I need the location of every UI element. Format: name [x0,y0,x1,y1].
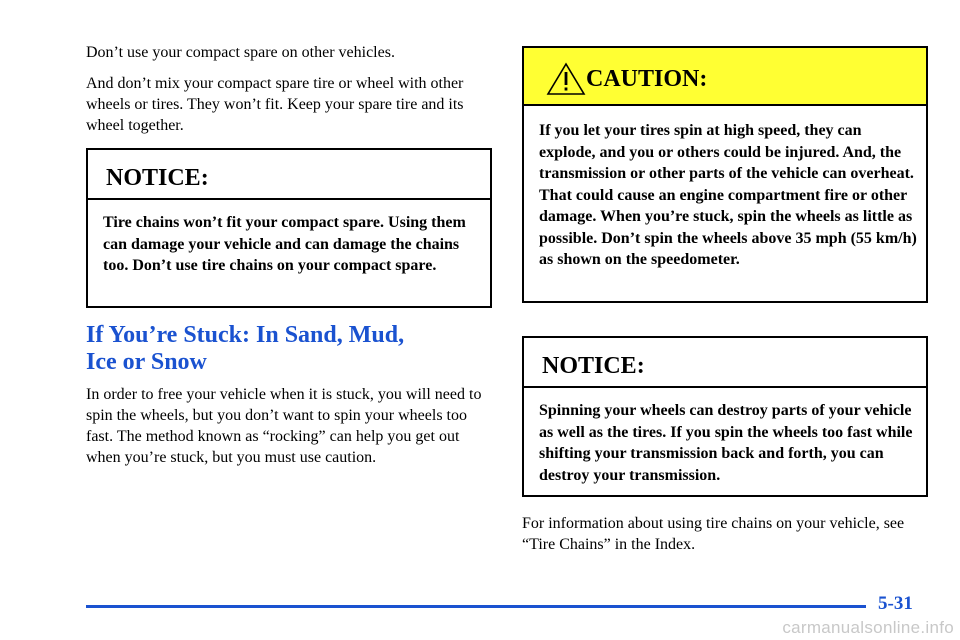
section-heading-line-1: If You’re Stuck: In Sand, Mud, [86,322,405,348]
section-heading-line-2: Ice or Snow [86,349,207,375]
notice-box-tire-chains [86,148,492,308]
section-heading [86,322,496,376]
notice-body: Tire chains won’t fit your compact spare. Using them can damage your vehicle and can damage the chains too. Don’t use tire chains on your compact spare. [103,214,466,274]
notice-box-spinning-wheels [522,336,928,497]
rocking-paragraph: In order to free your vehicle when it is stuck, you will need to spin the wheels, but you don’t want to spin your wheels too fast. The method known as “rocking” can help you get out when you’re stuck, but you must use caution. [86,386,482,466]
caution-body: If you let your tires spin at high speed, they can explode, and you or others could be injured. And, the transmission or other parts of the vehicle can overheat. That could cause an engine compartment fire or other damage. When you’re stuck, spin the wheels as little as possible. Don’t spin the wheels above 35 mph (55 km/h) as shown on the speedometer. [539,122,917,268]
caution-box [522,46,928,303]
notice-title: NOTICE: [542,353,645,379]
page-number: 5-31 [878,593,913,614]
intro-paragraph: Don’t use your compact spare on other vehicles. [86,44,395,61]
warning-triangle-icon [546,62,586,96]
spare-tire-paragraph: And don’t mix your compact spare tire or wheel with other wheels or tires. They won’t fit. Keep your spare tire and its wheel together. [86,75,464,134]
notice-title: NOTICE: [106,165,209,191]
tire-chains-reference-paragraph: For information about using tire chains on your vehicle, see “Tire Chains” in the Index. [522,515,905,553]
watermark: carmanualsonline.info [782,618,954,637]
caution-header [524,48,926,106]
notice-header [524,338,926,388]
notice-body: Spinning your wheels can destroy parts of your vehicle as well as the tires. If you spin the wheels too fast while shifting your transmission back and forth, you can destroy your transmission. [539,402,913,484]
caution-title: CAUTION: [586,66,708,92]
footer-rule [86,605,866,608]
notice-header [88,150,490,200]
